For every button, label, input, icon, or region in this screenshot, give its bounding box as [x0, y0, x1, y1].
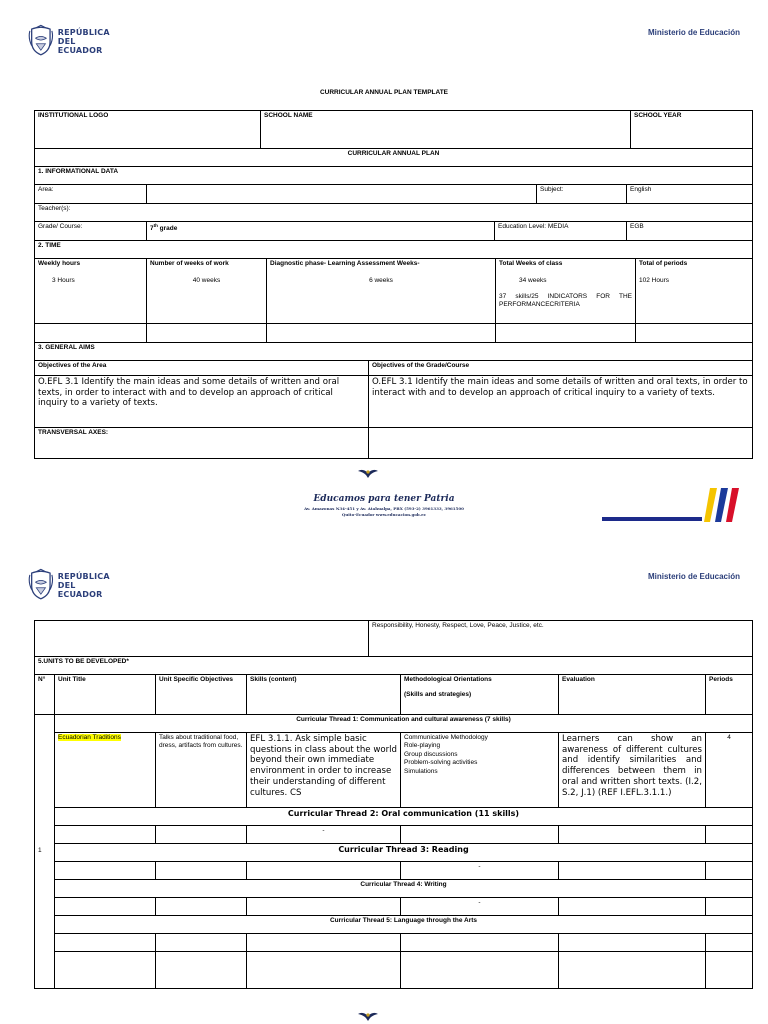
thread-2: Curricular Thread 2: Oral communication (11 skills) [55, 808, 753, 826]
row-dash: - [247, 826, 401, 844]
objectives-area-text: O.EFL 3.1 Identify the main ideas and some details of written and oral texts, in order to interact with and to develop an approach of critical inquiry to a variety of texts. [35, 376, 369, 428]
methodology-item: Problem-solving activities [404, 759, 478, 767]
unit-title-cell [55, 733, 156, 808]
logo-line1: REPÚBLICA [57, 571, 110, 581]
eagle-icon [357, 1010, 379, 1022]
row-empty [706, 952, 753, 989]
thread-4: Curricular Thread 4: Writing [55, 880, 753, 898]
row-empty [247, 898, 401, 916]
methodology-list [401, 733, 559, 808]
evaluation-text: Learners can show an awareness of different cultures and identify similarities and differences between them in oral and written short texts. (I.2, S.2, J.1) (REF I.EFL.3.1.1.) [559, 733, 706, 808]
thread-1: Curricular Thread 1: Communication and cultural awareness (7 skills) [55, 715, 753, 733]
row-empty [156, 826, 247, 844]
unit-objectives: Talks about traditional food, dress, artifacts from cultures. [156, 733, 247, 808]
values-text: Responsibility, Honesty, Respect, Love, Peace, Justice, etc. [369, 621, 753, 657]
address-line2: Quito-Ecuador www.educacion.gob.ec [341, 512, 427, 517]
logo-line2: DEL ECUADOR [57, 36, 103, 55]
row-empty [401, 952, 559, 989]
footer-brand-line [602, 517, 702, 521]
subject-label: Subject: [537, 185, 627, 204]
objectives-grade-text: O.EFL 3.1 Identify the main ideas and some details of written and oral texts, in order to interact with and to develop an approach of critical inquiry to a variety of texts. [369, 376, 753, 428]
section-time: 2. TIME [35, 241, 753, 259]
row-empty [706, 934, 753, 952]
row-empty [559, 898, 706, 916]
diagnostic-cell [267, 259, 496, 324]
row-empty [401, 934, 559, 952]
values-empty [35, 621, 369, 657]
diagnostic-value: 6 weeks [369, 277, 393, 285]
address-line1: Av. Amazonas N34-451 y Av. Atahualpa, PBX (593-2) 3961333, 3961500 [304, 506, 464, 511]
logo-line2: DEL ECUADOR [57, 580, 103, 599]
school-name-cell: SCHOOL NAME [261, 111, 631, 149]
slogan: Educamos para tener Patria [313, 494, 455, 504]
republica-logo [28, 18, 118, 64]
weekly-hours-value: 3 Hours [52, 277, 75, 285]
col-periods: Periods [706, 675, 753, 715]
section-general-aims: 3. GENERAL AIMS [35, 343, 753, 361]
thread-3: Curricular Thread 3: Reading [55, 844, 753, 862]
col-unit-title: Unit Title [55, 675, 156, 715]
total-weeks-label: Total Weeks of class [499, 260, 563, 267]
total-periods-value: 102 Hours [639, 277, 669, 285]
methodology-item: Role-playing [404, 742, 441, 750]
grade-label: Grade/ Course: [35, 222, 147, 241]
row-empty [156, 934, 247, 952]
ministry-name: Ministerio de Educación [647, 28, 740, 37]
weekly-hours-cell [35, 259, 147, 324]
time-empty-4 [496, 324, 636, 343]
area-label: Area: [35, 185, 147, 204]
methodology-item: Communicative Methodology [404, 734, 488, 741]
diagnostic-label: Diagnostic phase- Learning Assessment Weeks- [270, 260, 420, 267]
row-empty [706, 898, 753, 916]
col-evaluation: Evaluation [559, 675, 706, 715]
objectives-area-label: Objectives of the Area [35, 361, 369, 376]
general-aims-table [34, 342, 753, 459]
row-empty [55, 862, 156, 880]
unit-number: 1 [35, 715, 55, 989]
time-table [34, 258, 753, 343]
total-weeks-cell [496, 259, 636, 324]
objectives-grade-label: Objectives of the Grade/Course [369, 361, 753, 376]
ecuador-flag-stripes-icon [704, 488, 740, 524]
informational-data-table [34, 184, 753, 259]
time-empty-1 [35, 324, 147, 343]
row-empty [559, 862, 706, 880]
col-methodological [401, 675, 559, 715]
col-no: N° [35, 675, 55, 715]
row-empty [55, 952, 156, 989]
time-empty-2 [147, 324, 267, 343]
row-dash: - [401, 862, 559, 880]
total-periods-cell [636, 259, 753, 324]
skills-indicators: 37 skills/25 INDICATORS FOR THE PERFORMANCECRITERIA [499, 292, 632, 309]
logo-line1: REPÚBLICA [57, 27, 110, 37]
row-empty [156, 898, 247, 916]
col-skills: Skills (content) [247, 675, 401, 715]
section-units: 5.UNITS TO BE DEVELOPED* [35, 657, 753, 675]
row-empty [247, 934, 401, 952]
ministry-name: Ministerio de Educación [647, 572, 740, 581]
weeks-of-work-label: Number of weeks of work [150, 260, 229, 267]
row-empty [156, 952, 247, 989]
row-empty [706, 862, 753, 880]
row-empty [706, 826, 753, 844]
row-empty [156, 862, 247, 880]
transversal-axes-label: TRANSVERSAL AXES: [35, 428, 369, 459]
eagle-icon [357, 467, 379, 479]
page2-header [28, 562, 748, 610]
total-periods-label: Total of periods [639, 260, 688, 267]
row-empty [247, 862, 401, 880]
row-empty [401, 826, 559, 844]
school-year-cell: SCHOOL YEAR [631, 111, 753, 149]
page1-header [28, 18, 748, 66]
school-info-table [34, 110, 753, 185]
thread-5: Curricular Thread 5: Language through the Arts [55, 916, 753, 934]
teachers-label: Teacher(s): [35, 204, 753, 222]
row-empty [55, 934, 156, 952]
row-empty [559, 934, 706, 952]
total-weeks-value: 34 weeks [519, 277, 547, 285]
area-value [147, 185, 537, 204]
document-title: CURRICULAR ANNUAL PLAN TEMPLATE [319, 89, 449, 96]
methodology-item: Group discussions [404, 750, 458, 758]
units-table [34, 674, 753, 989]
coat-of-arms-icon [28, 568, 54, 602]
institutional-logo-cell: INSTITUTIONAL LOGO [35, 111, 261, 149]
row-empty [55, 898, 156, 916]
grade-value: 7th grade [147, 222, 495, 241]
weeks-of-work-cell [147, 259, 267, 324]
col-unit-objectives: Unit Specific Objectives [156, 675, 247, 715]
egb-value: EGB [627, 222, 753, 241]
row-empty [559, 826, 706, 844]
methodology-item: Simulations [404, 767, 438, 775]
values-table [34, 620, 753, 675]
education-level: Education Level: MEDIA [495, 222, 627, 241]
coat-of-arms-icon [28, 24, 54, 58]
time-empty-5 [636, 324, 753, 343]
transversal-axes-value [369, 428, 753, 459]
row-empty [55, 826, 156, 844]
row-empty [559, 952, 706, 989]
col-methodological-line2: (Skills and strategies) [404, 691, 472, 699]
republica-logo-page2 [28, 562, 118, 608]
weekly-hours-label: Weekly hours [38, 260, 81, 267]
unit-title: Ecuadorian Traditions [58, 734, 121, 741]
section-informational-data: 1. INFORMATIONAL DATA [35, 167, 753, 185]
weeks-of-work-value: 40 weeks [192, 277, 221, 285]
skills-content: EFL 3.1.1. Ask simple basic questions in class about the world beyond their own immediate environment in order to increase their understanding of different cultures. CS [247, 733, 401, 808]
row-empty [247, 952, 401, 989]
row-dash: - [401, 898, 559, 916]
periods-value: 4 [706, 733, 753, 808]
col-methodological-line1: Methodological Orientations [404, 676, 492, 683]
time-empty-3 [267, 324, 496, 343]
subject-value: English [627, 185, 753, 204]
plan-title: CURRICULAR ANNUAL PLAN [35, 149, 753, 167]
